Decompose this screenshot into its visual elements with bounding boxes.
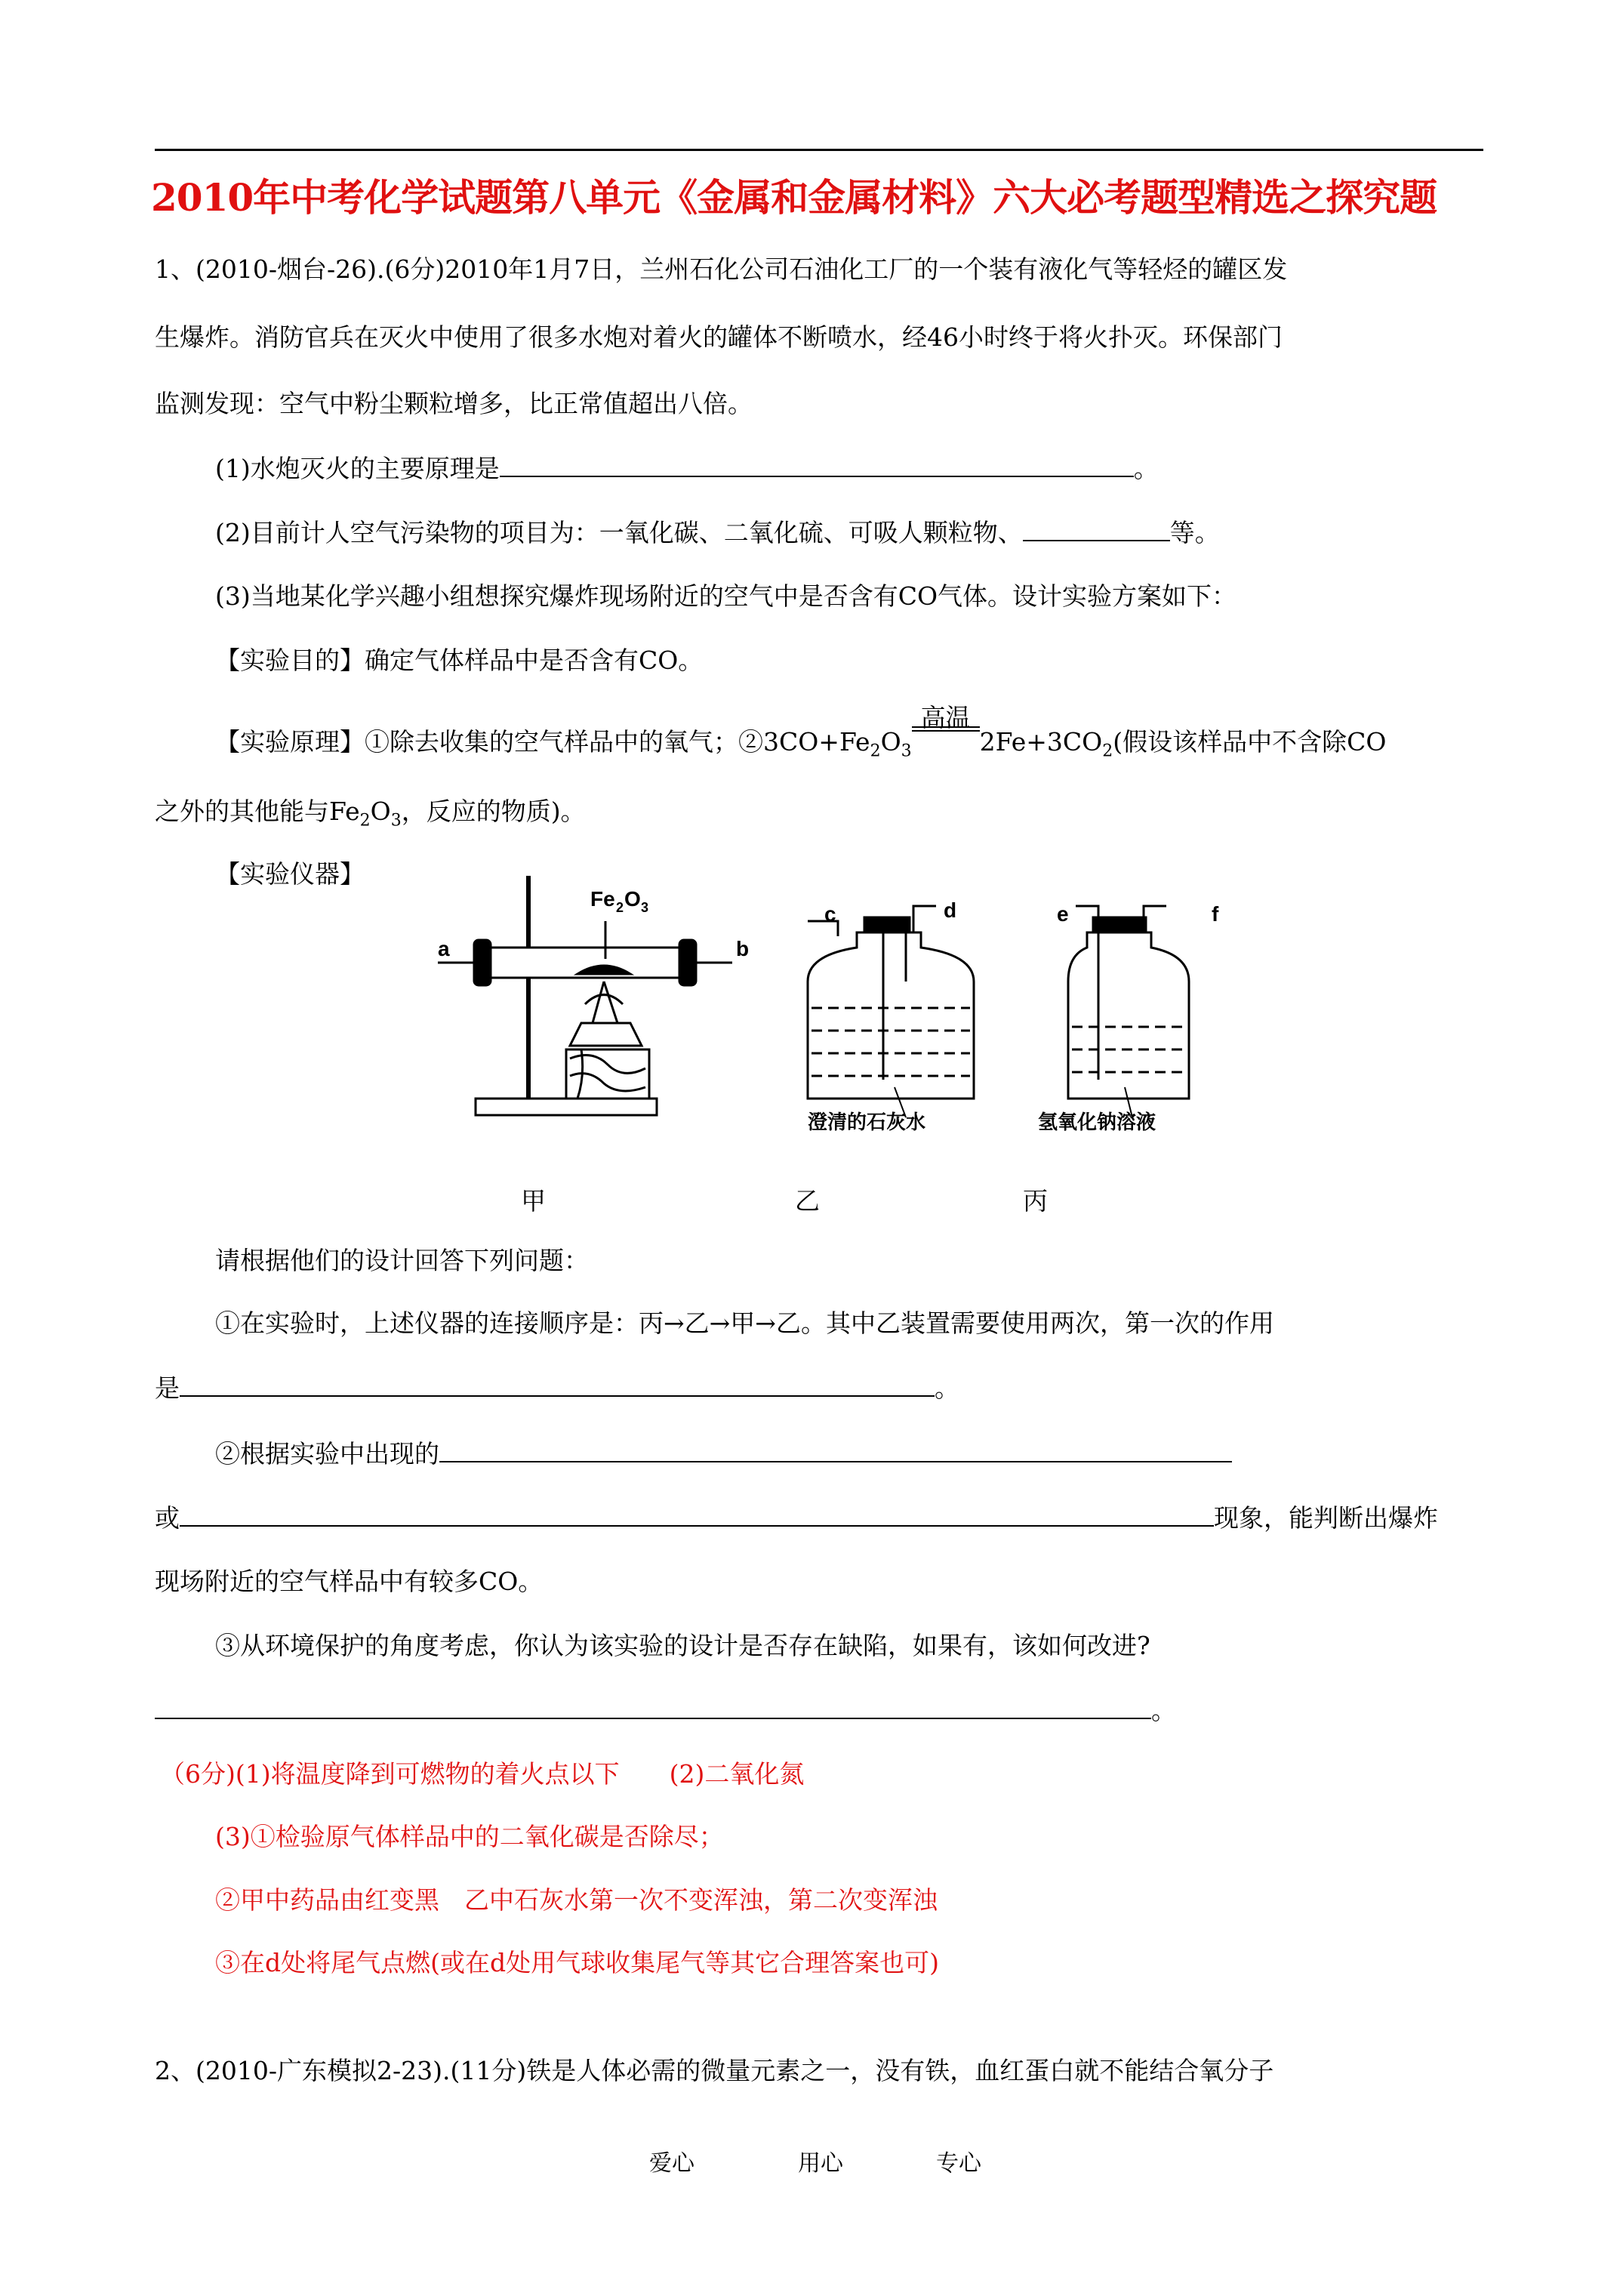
answer-blank-5[interactable] — [180, 1502, 1214, 1527]
experiment-principle — [215, 703, 1387, 767]
footer-text-3: 专心 — [936, 2150, 981, 2177]
footer-text-1: 爱心 — [649, 2150, 694, 2177]
principle-2-a: 之外的其他能与Fe — [155, 797, 360, 826]
answer-line-2: (3)①检验原气体样品中的二氧化碳是否除尽； — [215, 1822, 724, 1851]
answer-line-1: （6分)(1)将温度降到可燃物的着火点以下 (2)二氧化氮 — [160, 1759, 805, 1789]
answer-line-3: ②甲中药品由红变黑 乙中石灰水第一次不变浑浊，第二次变浑浊 — [215, 1885, 938, 1915]
q1-intro-line-3: 监测发现：空气中粉尘颗粒增多，比正常值超出八倍。 — [155, 389, 753, 418]
question-1-lead: 是 — [155, 1373, 180, 1403]
q1-sub-2-text: (2)目前计人空气污染物的项目为：一氧化碳、二氧化硫、可吸人颗粒物、 — [215, 518, 1023, 547]
q1-sub-3: (3)当地某化学兴趣小组想探究爆炸现场附近的空气中是否含有CO气体。设计实验方案如下： — [215, 581, 1237, 611]
question-2-text: ②根据实验中出现的 — [215, 1439, 439, 1469]
apparatus-figure — [430, 861, 1261, 1148]
apparatus-yi — [808, 906, 974, 1117]
answer-blank-6[interactable] — [155, 1695, 1151, 1719]
q2-intro: 2、(2010-广东模拟2-23).(11分)铁是人体必需的微量元素之一，没有铁，血红蛋白就不能结合氧分子 — [155, 2056, 1274, 2085]
principle-part-b: O — [880, 727, 901, 757]
svg-text:Fe: Fe — [590, 887, 615, 911]
q1-sub-1 — [215, 453, 1159, 484]
principle-2-sub-2: 3 — [390, 811, 402, 831]
question-2 — [215, 1438, 1232, 1469]
question-1-end: 。 — [935, 1373, 959, 1403]
principle-2-b: O — [370, 797, 391, 826]
label-d: d — [944, 898, 957, 922]
question-1: ①在实验时，上述仪器的连接顺序是：丙→乙→甲→乙。其中乙装置需要使用两次，第一次的作用 — [215, 1308, 1274, 1338]
answer-blank-1[interactable] — [500, 453, 1134, 477]
principle-part-d: (假设该样品中不含除CO — [1113, 727, 1387, 757]
principle-sub-3: 2 — [1102, 741, 1113, 761]
label-naoh-solution: 氢氧化钠溶液 — [1038, 1111, 1156, 1133]
q1-sub-1-text: (1)水炮灭火的主要原理是 — [215, 454, 500, 483]
page-title: 2010年中考化学试题第八单元《金属和金属材料》六大必考题型精选之探究题 — [151, 175, 1437, 220]
principle-part-a: 【实验原理】①除去收集的空气样品中的氧气；②3CO+Fe — [215, 727, 870, 757]
principle-2-sub-1: 2 — [359, 811, 371, 831]
label-b: b — [736, 937, 750, 960]
question-2-or: 或 — [155, 1503, 180, 1533]
question-2-cont-2: 现场附近的空气样品中有较多CO。 — [155, 1567, 544, 1596]
label-fe2o3 — [590, 887, 648, 915]
experiment-purpose: 【实验目的】确定气体样品中是否含有CO。 — [215, 646, 704, 675]
caption-jia: 甲 — [521, 1186, 546, 1216]
answer-blank-4[interactable] — [439, 1438, 1232, 1462]
label-f: f — [1212, 902, 1219, 926]
experiment-principle-line-2 — [155, 797, 586, 837]
svg-text:2: 2 — [616, 900, 624, 915]
label-lime-water: 澄清的石灰水 — [808, 1111, 926, 1133]
principle-part-c: 2Fe+3CO — [979, 727, 1103, 757]
question-2-cont — [155, 1502, 1438, 1533]
condition-label: 高温 — [920, 703, 971, 732]
label-e: e — [1057, 902, 1069, 926]
q1-intro-line-1: 1、(2010-烟台-26).(6分)2010年1月7日，兰州石化公司石油化工厂的一个装有液化气等轻烃的罐区发 — [155, 254, 1288, 284]
q1-sub-1-end: 。 — [1133, 454, 1159, 483]
svg-text:O: O — [624, 887, 641, 911]
label-c: c — [824, 902, 836, 926]
caption-bing: 丙 — [1023, 1186, 1048, 1216]
apparatus-jia — [438, 876, 732, 1115]
apparatus-bing — [1068, 906, 1189, 1117]
caption-yi: 乙 — [795, 1186, 820, 1216]
question-3: ③从环境保护的角度考虑，你认为该实验的设计是否存在缺陷，如果有，该如何改进? — [215, 1631, 1150, 1660]
question-1-cont — [155, 1373, 959, 1404]
answer-blank-3[interactable] — [180, 1373, 935, 1397]
principle-2-c: ，反应的物质)。 — [401, 797, 586, 826]
principle-sub-1: 2 — [870, 741, 881, 761]
label-a: a — [438, 937, 450, 960]
questions-prompt: 请根据他们的设计回答下列问题： — [215, 1246, 589, 1275]
footer-text-2: 用心 — [798, 2150, 843, 2177]
svg-text:3: 3 — [641, 900, 649, 915]
question-2-end: 现象，能判断出爆炸 — [1214, 1503, 1438, 1533]
high-temp-condition — [912, 703, 980, 757]
q1-sub-2 — [215, 517, 1220, 548]
experiment-apparatus-label: 【实验仪器】 — [215, 859, 365, 889]
header-rule — [155, 149, 1483, 151]
q1-sub-2-end: 等。 — [1169, 518, 1220, 547]
answer-blank-2[interactable] — [1023, 517, 1170, 541]
principle-sub-2: 3 — [901, 741, 912, 761]
question-3-end: 。 — [1151, 1696, 1176, 1725]
question-3-cont — [155, 1695, 1176, 1726]
answer-line-4: ③在d处将尾气点燃(或在d处用气球收集尾气等其它合理答案也可) — [215, 1948, 939, 1977]
q1-intro-line-2: 生爆炸。消防官兵在灭火中使用了很多水炮对着火的罐体不断喷水，经46小时终于将火扑灭。环保部门 — [155, 322, 1283, 352]
